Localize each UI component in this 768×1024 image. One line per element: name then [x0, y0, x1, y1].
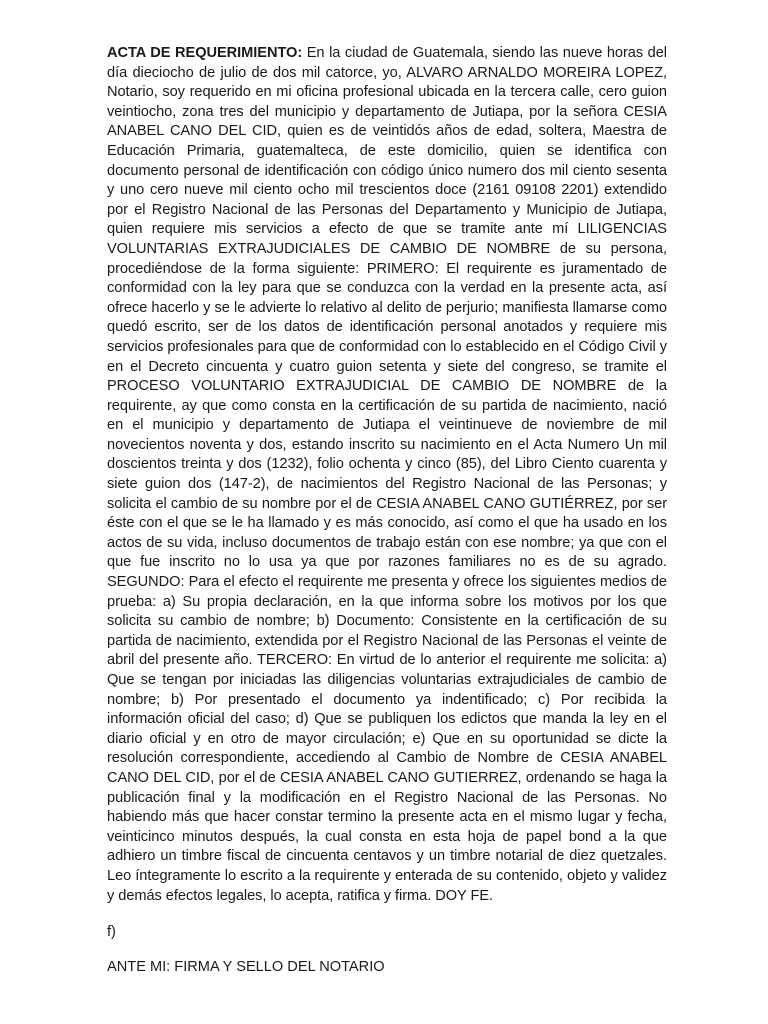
acta-body-paragraph [107, 44, 667, 906]
document-page [107, 44, 667, 977]
acta-body-text: En la ciudad de Guatemala, siendo las nueve horas del día dieciocho de julio de dos mil catorce, yo, ALVARO ARNALDO MOREIRA LOPEZ, Notario, soy requerido en mi oficina profesional ubicada en la tercera calle, cero guion veintiocho, zona tres del municipio y departamento de Jutiapa, por la señora CESIA ANABEL CANO DEL CID, quien es de veintidós años de edad, soltera, Maestra de Educación Primaria, guatemalteca, de este domicilio, quien se identifica con documento personal de identificación con código único numero dos mil ciento sesenta y uno cero nueve mil ciento ocho mil trescientos doce (2161 09108 2201) extendido por el Registro Nacional de las Personas del Departamento y Municipio de Jutiapa, quien requiere mis servicios a efecto de que se tramite ante mí LILIGENCIAS VOLUNTARIAS EXTRAJUDICIALES DE CAMBIO DE NOMBRE de su persona, procediéndose de la forma siguiente: PRIMERO: El requirente es juramentado de conformidad con la ley para que se conduzca con la verdad en la presente acta, así ofrece hacerlo y se le advierte lo relativo al delito de perjurio; manifiesta llamarse como quedó escrito, ser de los datos de identificación personal anotados y requiere mis servicios profesionales para que de conformidad con lo establecido en el Código Civil y en el Decreto cincuenta y cuatro guion setenta y siete del congreso, se tramite el PROCESO VOLUNTARIO EXTRAJUDICIAL DE CAMBIO DE NOMBRE de la requirente, ay que como consta en la certificación de su partida de nacimiento, nació en el municipio y departamento de Jutiapa el veintinueve de noviembre de mil novecientos noventa y dos, estando inscrito su nacimiento en el Acta Numero Un mil doscientos treinta y dos (1232), folio ochenta y cinco (85), del Libro Ciento cuarenta y siete guion dos (147-2), de nacimientos del Registro Nacional de las Personas; y solicita el cambio de su nombre por el de CESIA ANABEL CANO GUTIÉRREZ, por ser éste con el que se le ha llamado y es más conocido, así como el que ha usado en los actos de su vida, incluso documentos de trabajo están con ese nombre; ya que con el que fue inscrito no lo usa ya que por razones familiares no es de su agrado. SEGUNDO: Para el efecto el requirente me presenta y ofrece los siguientes medios de prueba: a) Su propia declaración, en la que informa sobre los motivos por los que solicita su cambio de nombre; b) Documento: Consistente en la certificación de su partida de nacimiento, extendida por el Registro Nacional de las Personas el veinte de abril del presente año. TERCERO: En virtud de lo anterior el requirente me solicita: a) Que se tengan por iniciadas las diligencias voluntarias extrajudiciales de cambio de nombre; b) Por presentado el documento ya indentificado; c) Por recibida la información oficial del caso; d) Que se publiquen los edictos que manda la ley en el diario oficial y en otro de mayor circulación; e) Que en su oportunidad se dicte la resolución correspondiente, accediendo al Cambio de Nombre de CESIA ANABEL CANO DEL CID, por el de CESIA ANABEL CANO GUTIERREZ, ordenando se haga la publicación final y la modificación en el Registro Nacional de las Personas. No habiendo más que hacer constar termino la presente acta en el mismo lugar y fecha, veinticinco minutos después, la cual consta en esta hoja de papel bond a la que adhiero un timbre fiscal de cincuenta centavos y un timbre notarial de diez quetzales. Leo íntegramente lo escrito a la requirente y enterada de su contenido, objeto y validez y demás efectos legales, lo acepta, ratifica y firma. DOY FE. [107, 45, 667, 904]
acta-heading: ACTA DE REQUERIMIENTO: [107, 45, 303, 61]
notary-signature-label: ANTE MI: FIRMA Y SELLO DEL NOTARIO [107, 958, 385, 975]
signature-line: f) [107, 924, 116, 941]
